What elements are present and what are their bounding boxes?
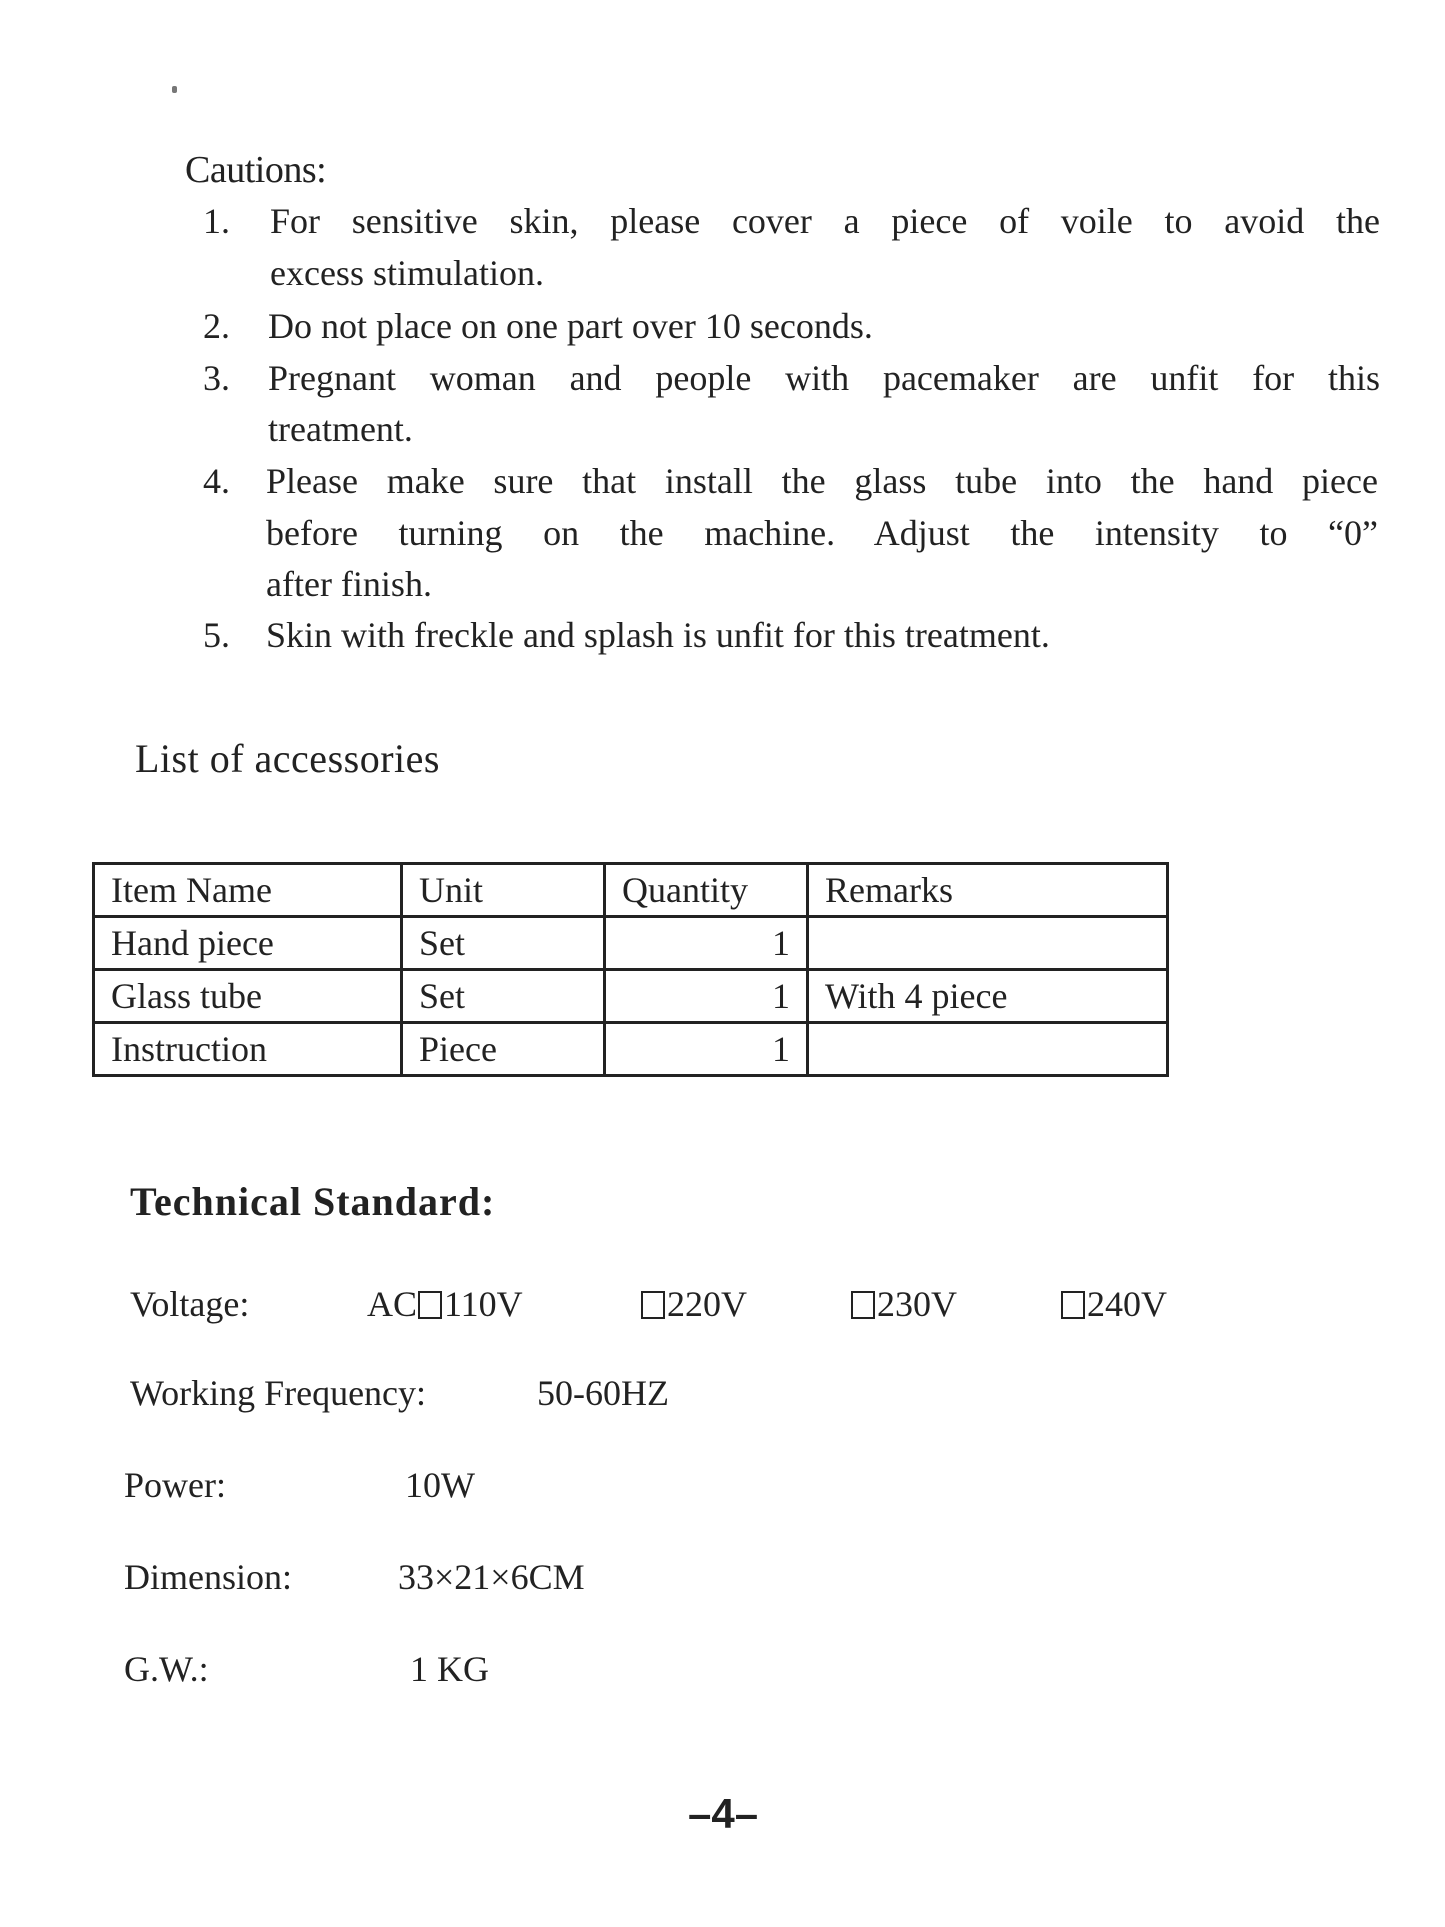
scan-speck (172, 86, 177, 93)
column-header-remarks: Remarks (808, 864, 1168, 917)
table-row (94, 1023, 1168, 1076)
voltage-value: 240V (1087, 1284, 1167, 1324)
gross-weight-value: 1 KG (410, 1649, 489, 1689)
cell-item-name: Hand piece (94, 917, 402, 970)
accessories-table (92, 862, 1169, 1077)
caution-text-cont: treatment. (268, 409, 413, 449)
power-label: Power: (124, 1465, 226, 1505)
voltage-option-230 (850, 1283, 957, 1325)
voltage-option-220 (640, 1283, 747, 1325)
cell-unit: Set (402, 917, 605, 970)
table-row (94, 970, 1168, 1023)
voltage-option-110 (367, 1283, 523, 1325)
cell-quantity: 1 (605, 1023, 808, 1076)
cell-item-name: Instruction (94, 1023, 402, 1076)
dimension-label: Dimension: (124, 1557, 292, 1597)
column-header-quantity: Quantity (605, 864, 808, 917)
cell-remarks (808, 917, 1168, 970)
checkbox-icon[interactable] (418, 1291, 442, 1319)
voltage-option-240 (1060, 1283, 1167, 1325)
caution-text: Please make sure that install the glass tube into the hand piece (266, 461, 1378, 501)
caution-text: Do not place on one part over 10 seconds. (268, 306, 873, 346)
caution-text-cont: excess stimulation. (270, 253, 544, 293)
cautions-heading: Cautions: (185, 149, 327, 191)
voltage-value: 220V (667, 1284, 747, 1324)
cell-remarks: With 4 piece (808, 970, 1168, 1023)
caution-text-cont: after finish. (266, 564, 432, 604)
caution-number: 4. (203, 461, 230, 501)
caution-number: 5. (203, 615, 230, 655)
technical-heading: Technical Standard: (130, 1179, 496, 1224)
table-header-row (94, 864, 1168, 917)
cell-unit: Piece (402, 1023, 605, 1076)
caution-text: Pregnant woman and people with pacemaker are unfit for this (268, 358, 1380, 398)
voltage-label: Voltage: (130, 1284, 250, 1324)
frequency-value: 50-60HZ (537, 1373, 669, 1413)
page-number: –4– (688, 1790, 759, 1837)
table-row (94, 917, 1168, 970)
caution-number: 1. (203, 201, 230, 241)
cell-item-name: Glass tube (94, 970, 402, 1023)
cell-unit: Set (402, 970, 605, 1023)
checkbox-icon[interactable] (641, 1291, 665, 1319)
cell-quantity: 1 (605, 970, 808, 1023)
column-header-item-name: Item Name (94, 864, 402, 917)
caution-text-cont: before turning on the machine. Adjust the intensity to “0” (266, 513, 1378, 553)
caution-text: Skin with freckle and splash is unfit for this treatment. (266, 615, 1050, 655)
caution-number: 2. (203, 306, 230, 346)
checkbox-icon[interactable] (1061, 1291, 1085, 1319)
dimension-value: 33×21×6CM (398, 1557, 585, 1597)
column-header-unit: Unit (402, 864, 605, 917)
voltage-value: 110V (444, 1284, 523, 1324)
power-value: 10W (405, 1465, 475, 1505)
caution-number: 3. (203, 358, 230, 398)
cell-remarks (808, 1023, 1168, 1076)
caution-text: For sensitive skin, please cover a piece of voile to avoid the (270, 201, 1380, 241)
frequency-label: Working Frequency: (130, 1373, 427, 1413)
accessories-heading: List of accessories (135, 736, 440, 781)
checkbox-icon[interactable] (851, 1291, 875, 1319)
voltage-prefix: AC (367, 1284, 418, 1324)
voltage-value: 230V (877, 1284, 957, 1324)
gross-weight-label: G.W.: (124, 1649, 209, 1689)
cell-quantity: 1 (605, 917, 808, 970)
